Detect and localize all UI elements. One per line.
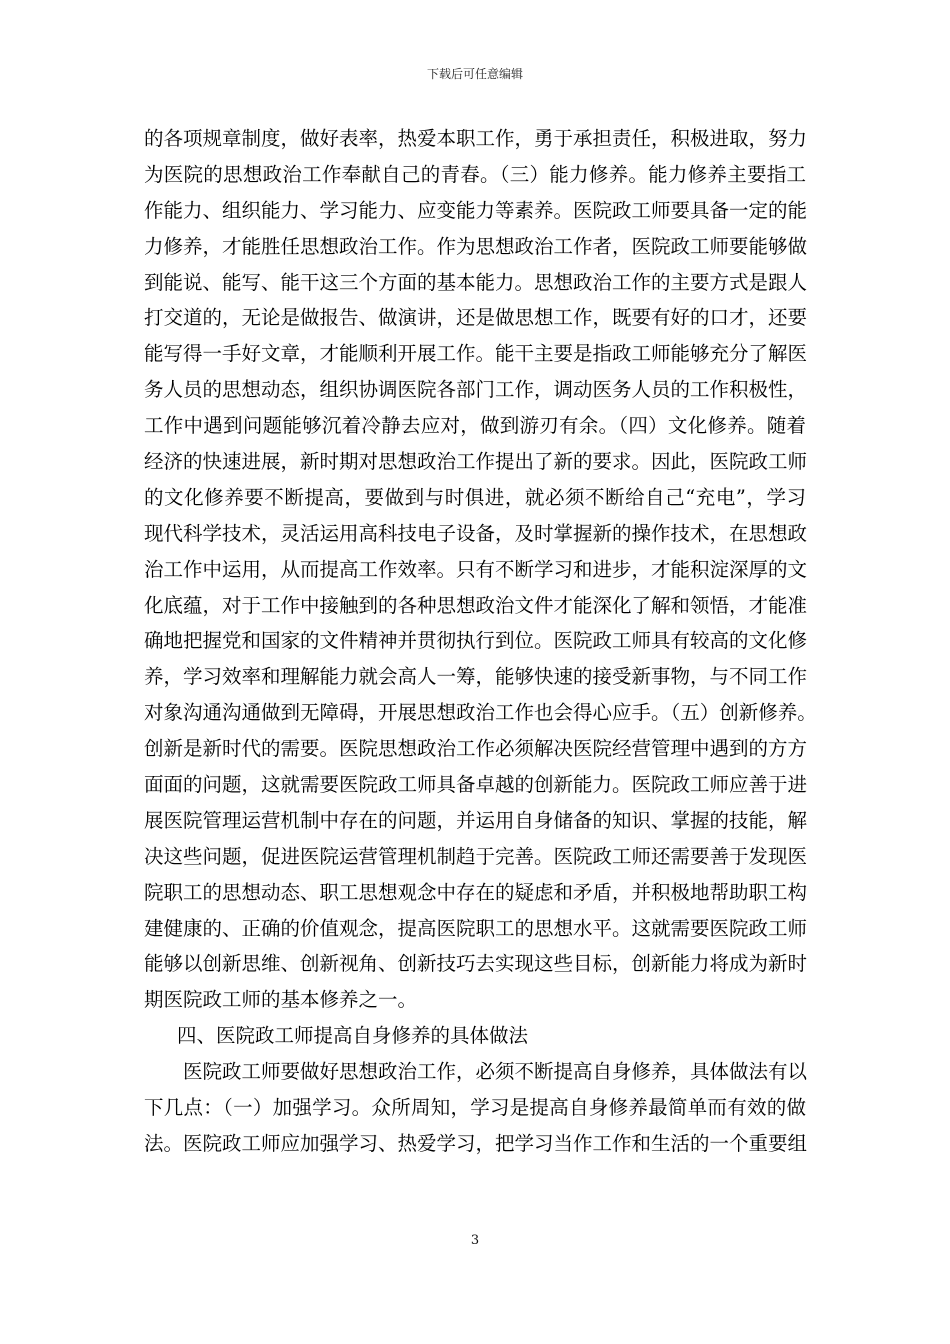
text-line: 的各项规章制度，做好表率，热爱本职工作，勇于承担责任，积极进取，努力: [144, 127, 808, 150]
section-heading: 四、医院政工师提高自身修养的具体做法: [177, 1024, 529, 1048]
text-line: 养，学习效率和理解能力就会高人一筹，能够快速的接受新事物，与不同工作: [144, 665, 808, 689]
text-line: 作能力、组织能力、学习能力、应变能力等素养。医院政工师要具备一定的能: [144, 198, 808, 222]
text-line: 经济的快速进展，新时期对思想政治工作提出了新的要求。因此，医院政工师: [144, 450, 808, 474]
text-line: 为医院的思想政治工作奉献自己的青春。（三）能力修养。能力修养主要指工: [144, 162, 806, 186]
text-line: 的文化修养要不断提高，要做到与时俱进，就必须不断给自己“充电”，学习: [144, 485, 806, 509]
text-line: 医院政工师要做好思想政治工作，必须不断提高自身修养，具体做法有以: [183, 1060, 808, 1084]
text-line: 创新是新时代的需要。医院思想政治工作必须解决医院经营管理中遇到的方方: [144, 737, 808, 761]
text-line: 对象沟通沟通做到无障碍，开展思想政治工作也会得心应手。（五）创新修养。: [144, 701, 817, 725]
text-line: 务人员的思想动态，组织协调医院各部门工作，调动医务人员的工作积极性，: [144, 378, 808, 402]
text-line: 院职工的思想动态、职工思想观念中存在的疑虑和矛盾，并积极地帮助职工构: [144, 880, 808, 904]
text-line: 法。医院政工师应加强学习、热爱学习，把学习当作工作和生活的一个重要组: [144, 1131, 808, 1155]
text-line: 决这些问题，促进医院运营管理机制趋于完善。医院政工师还需要善于发现医: [144, 844, 808, 868]
page-header: 下载后可任意编辑: [426, 67, 523, 81]
text-line: 展医院管理运营机制中存在的问题，并运用自身储备的知识、掌握的技能，解: [144, 808, 808, 832]
text-line: 能够以创新思维、创新视角、创新技巧去实现这些目标，创新能力将成为新时: [144, 952, 808, 976]
document-body: [144, 124, 817, 1165]
text-line: 治工作中运用，从而提高工作效率。只有不断学习和进步，才能积淀深厚的文: [144, 557, 808, 581]
text-line: 确地把握党和国家的文件精神并贯彻执行到位。医院政工师具有较高的文化修: [144, 629, 808, 653]
text-line: 建健康的、正确的价值观念，提高医院职工的思想水平。这就需要医院政工师: [144, 916, 808, 940]
text-line: 打交道的，无论是做报告、做演讲，还是做思想工作，既要有好的口才，还要: [144, 306, 808, 330]
text-line: 面面的问题，这就需要医院政工师具备卓越的创新能力。医院政工师应善于进: [144, 773, 808, 797]
text-line: 现代科学技术，灵活运用高科技电子设备，及时掌握新的操作技术，在思想政: [144, 521, 808, 545]
text-line: 到能说、能写、能干这三个方面的基本能力。思想政治工作的主要方式是跟人: [144, 270, 808, 294]
text-line: 期医院政工师的基本修养之一。: [144, 988, 418, 1012]
text-line: 能写得一手好文章，才能顺利开展工作。能干主要是指政工师能够充分了解医: [144, 342, 808, 366]
text-line: 工作中遇到问题能够沉着冷静去应对，做到游刃有余。（四）文化修养。随着: [144, 414, 806, 438]
text-line: 力修养，才能胜任思想政治工作。作为思想政治工作者，医院政工师要能够做: [144, 234, 808, 258]
page-number: 3: [470, 1233, 480, 1248]
text-line: 化底蕴，对于工作中接触到的各种思想政治文件才能深化了解和领悟，才能准: [144, 593, 808, 617]
text-line: 下几点：（一）加强学习。众所周知，学习是提高自身修养最简单而有效的做: [144, 1096, 806, 1120]
